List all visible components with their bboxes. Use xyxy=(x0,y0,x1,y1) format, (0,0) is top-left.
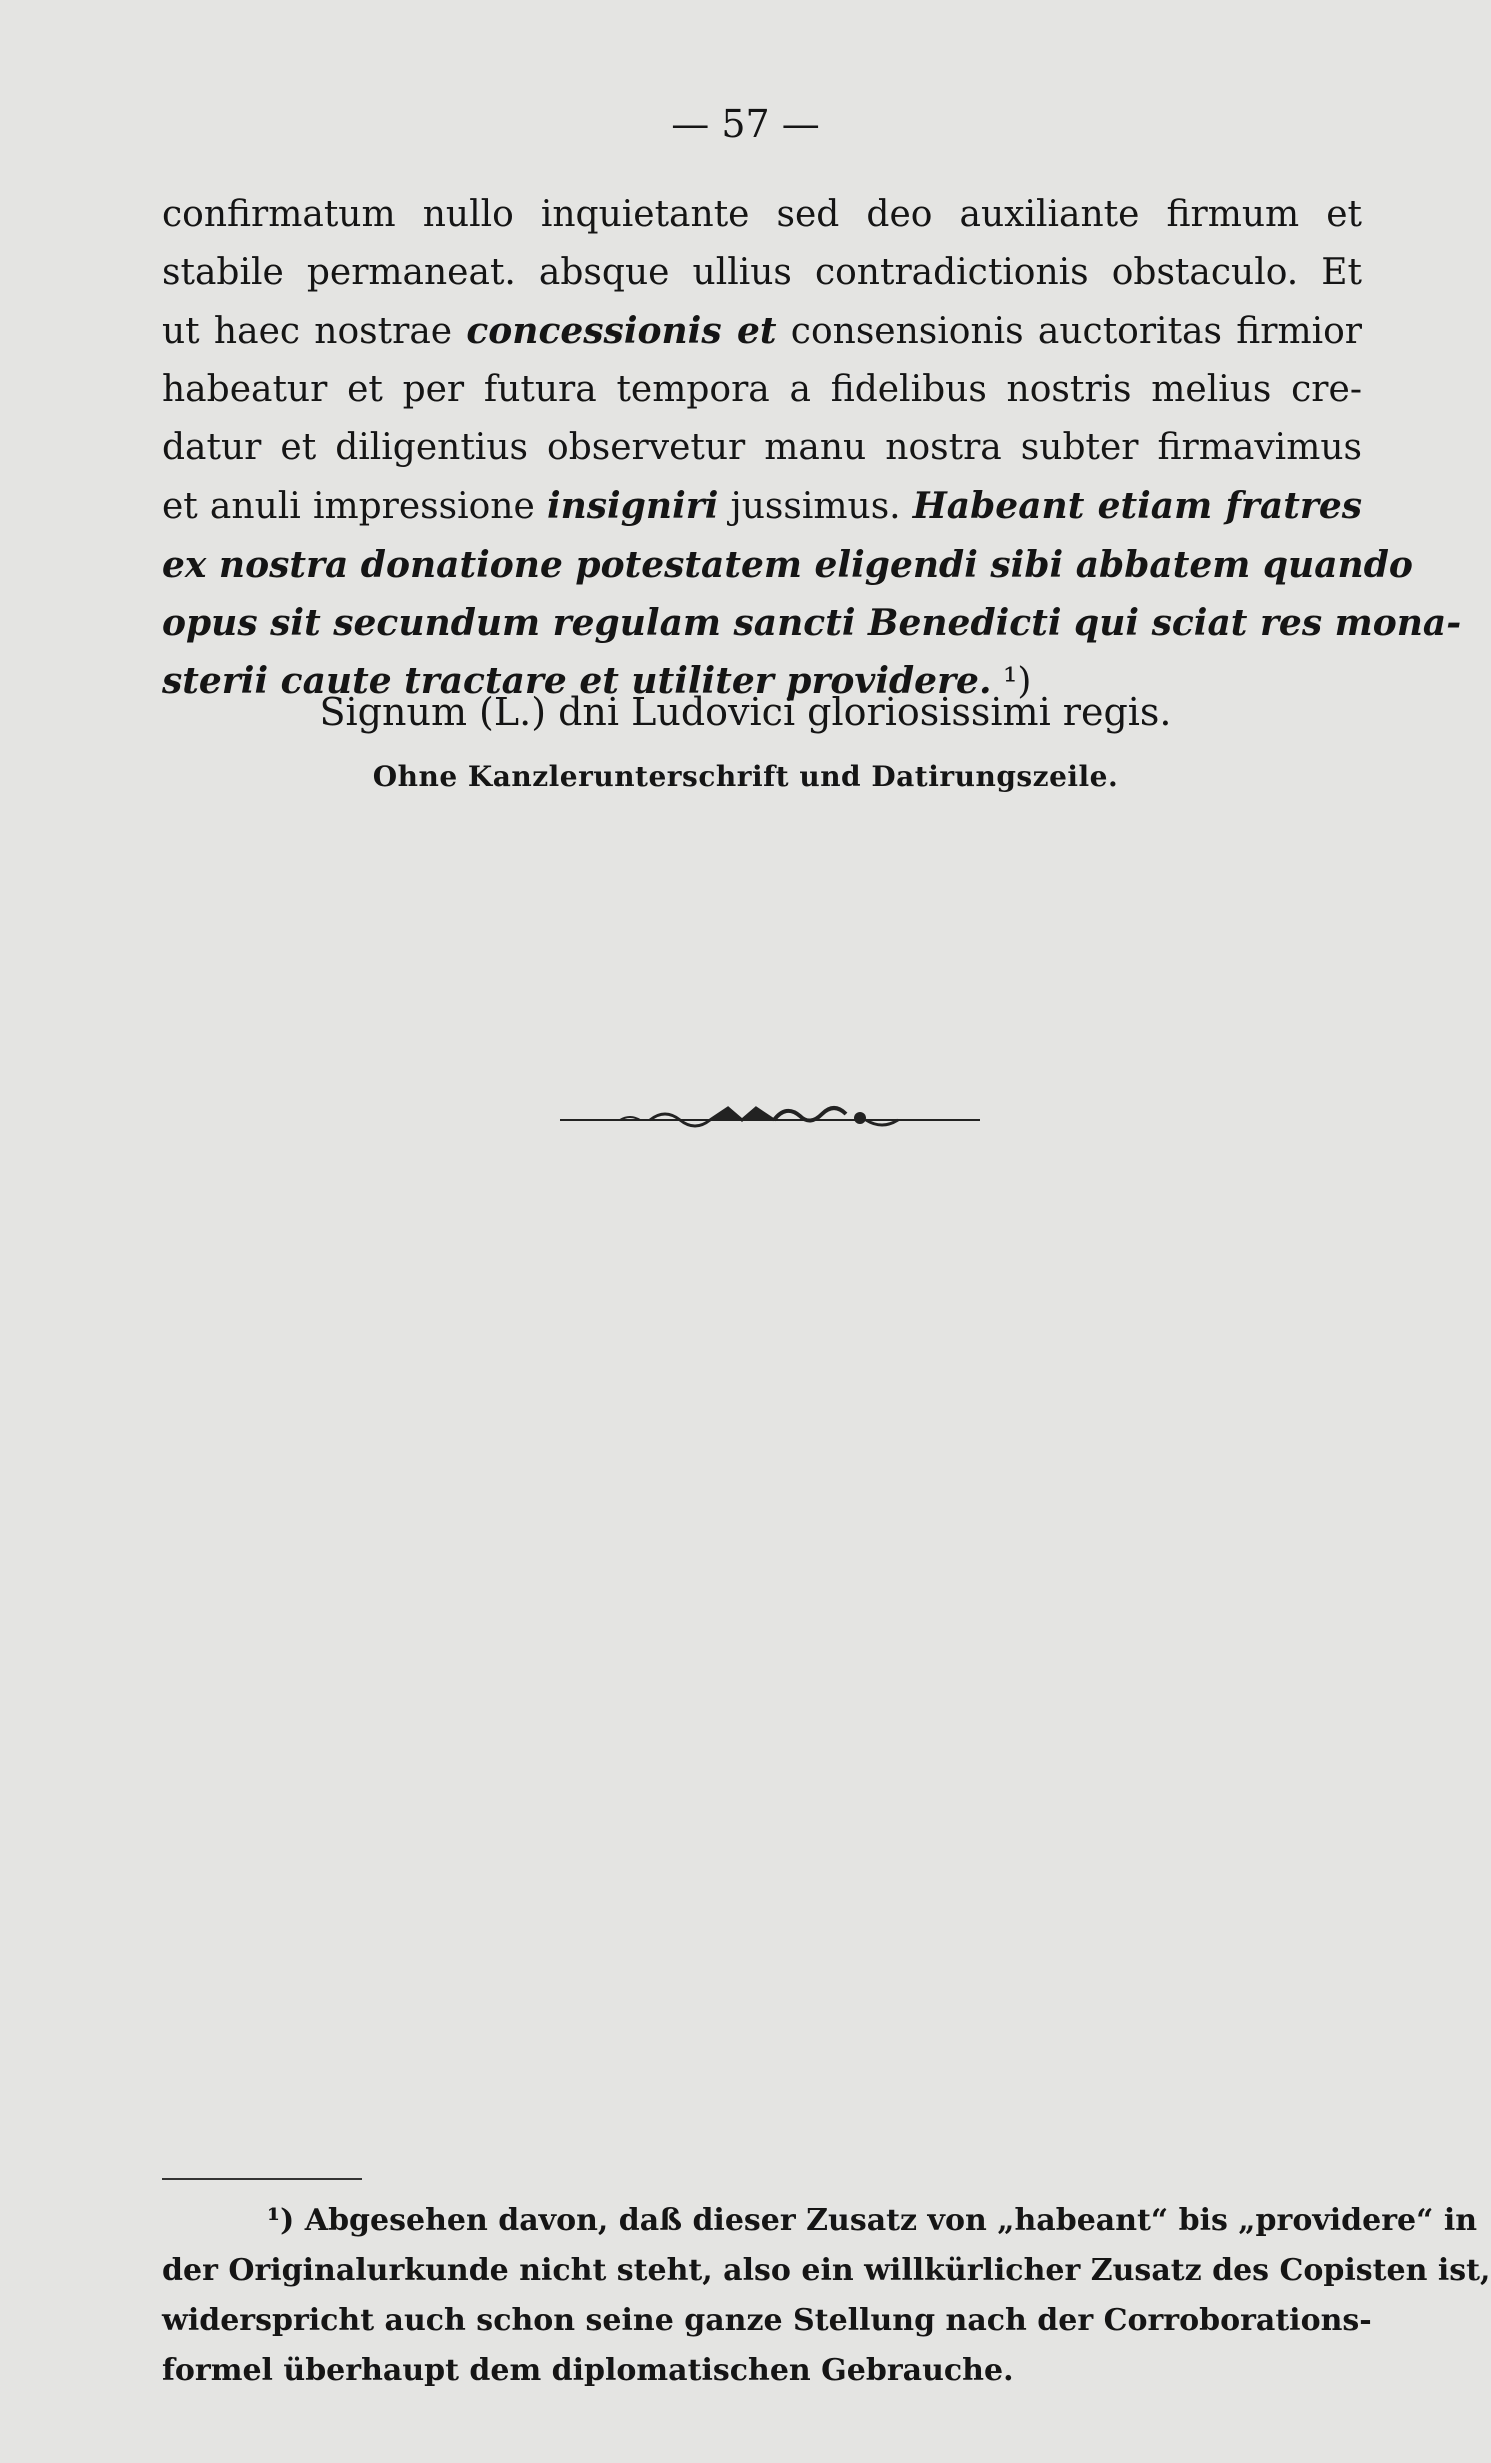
text-line: datur et diligentius observetur manu nostra subter firmavimus xyxy=(162,427,1362,468)
footnote-rule xyxy=(162,2178,362,2180)
ornament-divider xyxy=(560,1100,980,1140)
charter-text xyxy=(162,186,1462,711)
text-line: ex nostra donatione potestatem eligendi sibi abbatem quando xyxy=(162,544,1413,586)
text-line: habeatur et per futura tempora a fidelibus nostris melius cre- xyxy=(162,369,1362,410)
editor-note: Ohne Kanzlerunterschrift und Datirungszeile. xyxy=(372,760,1119,793)
footnote-line xyxy=(162,2196,1478,2246)
text-line xyxy=(162,302,1362,361)
text-run: consensionis auctoritas firmior xyxy=(776,311,1362,352)
text-run: jussimus. xyxy=(718,486,913,527)
footnote-line: formel überhaupt dem diplomatischen Gebrauche. xyxy=(162,2353,1014,2388)
text-line: confirmatum nullo inquietante sed deo auxiliante firmum et xyxy=(162,194,1362,235)
italic-run: sterii caute tractare et utiliter providere. xyxy=(162,660,992,702)
text-run: et anuli impressione xyxy=(162,486,547,527)
text-line: stabile permaneat. absque ullius contradictionis obstaculo. Et xyxy=(162,252,1362,293)
footnote-text: Abgesehen davon, daß dieser Zusatz von „habeant“ bis „providere“ in xyxy=(304,2203,1478,2238)
italic-run: Habeant etiam fratres xyxy=(912,485,1362,527)
text-line xyxy=(162,477,1362,536)
footnote-reference: ¹) xyxy=(991,661,1032,702)
italic-run: insigniri xyxy=(546,485,719,527)
page-number: — 57 — xyxy=(671,102,820,146)
footnote-line: widerspricht auch schon seine ganze Stellung nach der Corroborations- xyxy=(162,2303,1372,2338)
footnote xyxy=(162,2196,1491,2396)
text-run: ut haec nostrae xyxy=(162,311,467,352)
footnote-marker: ¹) xyxy=(267,2203,295,2238)
signum-line: Signum (L.) dni Ludovici gloriosissimi regis. xyxy=(319,690,1172,734)
italic-run: concessionis et xyxy=(466,310,777,352)
footnote-line: der Originalurkunde nicht steht, also ein willkürlicher Zusatz des Copisten ist, xyxy=(162,2253,1491,2288)
text-line: opus sit secundum regulam sancti Benedicti qui sciat res mona- xyxy=(162,602,1462,644)
